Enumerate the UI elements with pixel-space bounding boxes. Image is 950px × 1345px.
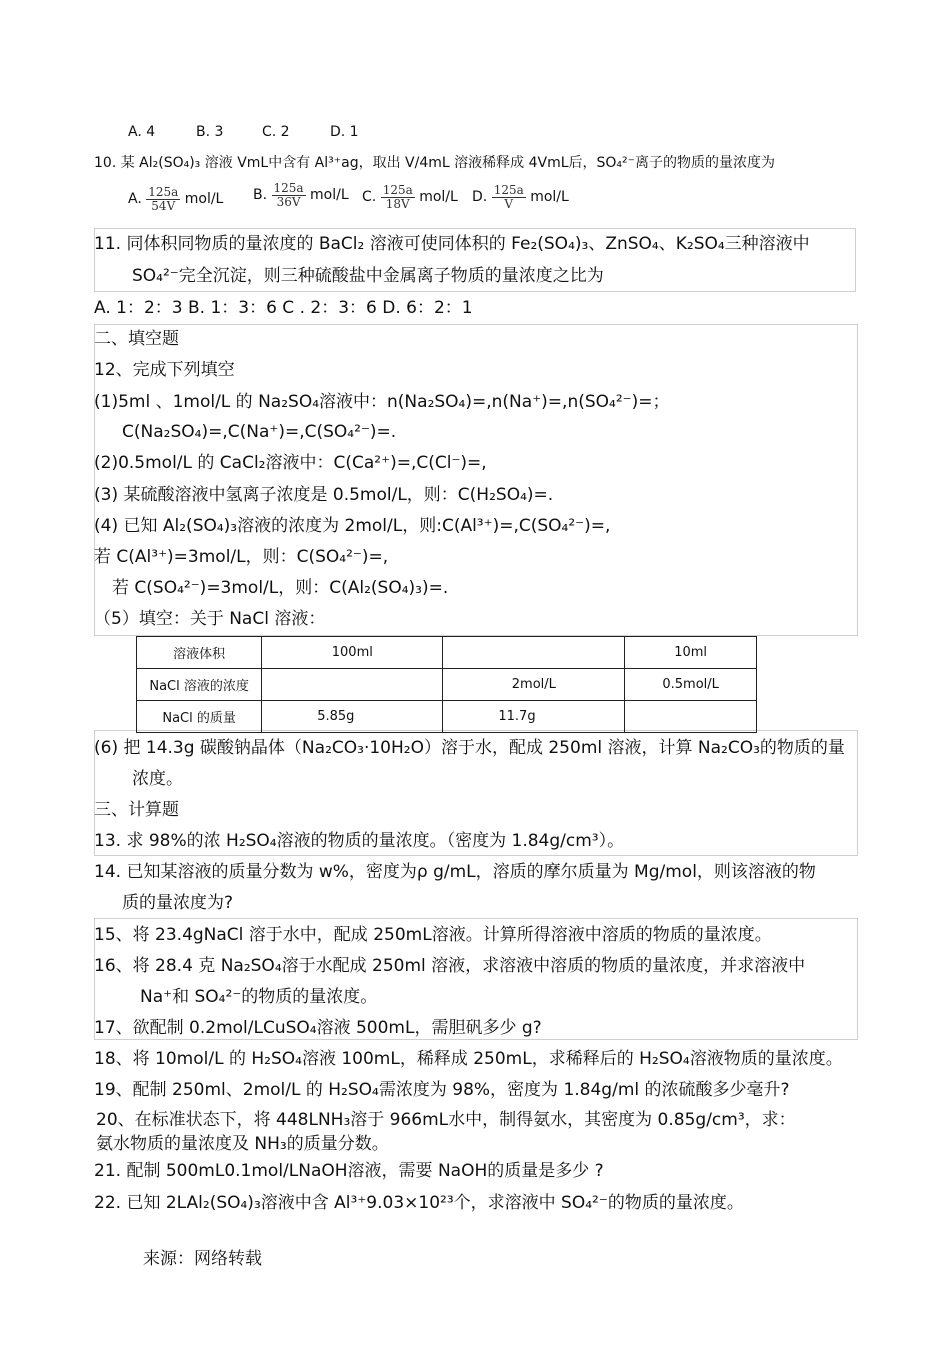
q18: 18、将 10mol/L 的 H₂SO₄溶液 100mL，稀释成 250mL，求稀释后的 H₂SO₄溶液物质的量浓度。 <box>94 1049 843 1069</box>
table-cell: 0.5mol/L <box>625 669 757 701</box>
q12-title: 12、完成下列填空 <box>94 360 235 380</box>
q12-part3: (3) 某硫酸溶液中氢离子浓度是 0.5mol/L，则：C(H₂SO₄)=. <box>94 485 554 505</box>
q10-option-d: D. $\frac{125a}{V}$ mol/L <box>472 183 569 211</box>
q22: 22. 已知 2LAl₂(SO₄)₃溶液中含 Al³⁺9.03×10²³个，求溶液中 SO₄²⁻的物质的量浓度。 <box>94 1193 744 1213</box>
q12-part4a: (4) 已知 Al₂(SO₄)₃溶液的浓度为 2mol/L，则:C(Al³⁺)=,C(SO₄²⁻)=, <box>94 516 611 536</box>
q12-part5: （5）填空：关于 NaCl 溶液： <box>94 609 326 629</box>
source-footer: 来源：网络转载 <box>143 1249 262 1269</box>
q12-part4b: 若 C(Al³⁺)=3mol/L，则：C(SO₄²⁻)=, <box>94 547 389 567</box>
q9-option-b: B. 3 <box>196 124 224 140</box>
q10-option-c: C. $\frac{125a}{18V}$ mol/L <box>362 183 458 211</box>
q12-part6a: (6) 把 14.3g 碳酸钠晶体（Na₂CO₃·10H₂O）溶于水，配成 250ml 溶液，计算 Na₂CO₃的物质的量 <box>94 738 845 758</box>
table-cell: 5.85g <box>262 701 443 733</box>
q9-option-a: A. 4 <box>128 124 156 140</box>
q20-line2: 氨水物质的量浓度及 NH₃的质量分数。 <box>96 1134 389 1154</box>
table-row <box>137 637 757 669</box>
table-cell: 100ml <box>262 637 443 669</box>
table-cell: NaCl 溶液的浓度 <box>137 669 262 701</box>
table-cell: 11.7g <box>443 701 625 733</box>
q10-text: 10. 某 Al₂(SO₄)₃ 溶液 VmL中含有 Al³⁺ag，取出 V/4mL 溶液稀释成 4VmL后，SO₄²⁻离子的物质的量浓度为 <box>94 155 776 171</box>
q14-line1: 14. 已知某溶液的质量分数为 w%，密度为ρ g/mL，溶质的摩尔质量为 Mg/mol，则该溶液的物 <box>94 862 816 882</box>
q11-line2: SO₄²⁻完全沉淀，则三种硫酸盐中金属离子物质的量浓度之比为 <box>132 266 604 286</box>
section-fill-in: 二、填空题 <box>94 329 179 349</box>
q17: 17、欲配制 0.2mol/LCuSO₄溶液 500mL，需胆矾多少 g? <box>94 1018 542 1038</box>
table-row <box>137 669 757 701</box>
q12-part4c: 若 C(SO₄²⁻)=3mol/L，则：C(Al₂(SO₄)₃)=. <box>112 578 449 598</box>
q12-part1b: C(Na₂SO₄)=,C(Na⁺)=,C(SO₄²⁻)=. <box>122 422 397 442</box>
table-cell: NaCl 的质量 <box>137 701 262 733</box>
q12-part6b: 浓度。 <box>132 769 183 789</box>
q21: 21. 配制 500mL0.1mol/LNaOH溶液，需要 NaOH的质量是多少 ? <box>94 1161 604 1181</box>
q12-part1a: (1)5ml 、1mol/L 的 Na₂SO₄溶液中：n(Na₂SO₄)=,n(Na⁺)=,n(SO₄²⁻)=； <box>94 392 670 412</box>
q11-options: A. 1：2：3 B. 1：3：6 C . 2：3：6 D. 6：2：1 <box>94 298 473 318</box>
q15: 15、将 23.4gNaCl 溶于水中，配成 250mL溶液。计算所得溶液中溶质的物质的量浓度。 <box>94 925 772 945</box>
table-cell: 溶液体积 <box>137 637 262 669</box>
fraction: $\frac{125a}{54V}$ <box>148 185 179 213</box>
q20-line1: 20、在标准状态下，将 448LNH₃溶于 966mL水中，制得氨水，其密度为 0.85g/cm³，求： <box>96 1110 796 1130</box>
section-calculation: 三、计算题 <box>94 800 179 820</box>
q19: 19、配制 250ml、2mol/L 的 H₂SO₄需浓度为 98%，密度为 1.84g/ml 的浓硫酸多少毫升? <box>94 1080 790 1100</box>
q9-option-d: D. 1 <box>330 124 359 140</box>
q16-line2: Na⁺和 SO₄²⁻的物质的量浓度。 <box>140 987 378 1007</box>
table-cell <box>443 637 625 669</box>
q11-line1: 11. 同体积同物质的量浓度的 BaCl₂ 溶液可使同体积的 Fe₂(SO₄)₃、ZnSO₄、K₂SO₄三种溶液中 <box>94 234 810 254</box>
table-cell: 10ml <box>625 637 757 669</box>
nacl-table <box>136 636 757 733</box>
q13: 13. 求 98%的浓 H₂SO₄溶液的物质的量浓度。（密度为 1.84g/cm³）。 <box>94 831 625 851</box>
table-cell: 2mol/L <box>443 669 625 701</box>
q16-line1: 16、将 28.4 克 Na₂SO₄溶于水配成 250ml 溶液，求溶液中溶质的物质的量浓度，并求溶液中 <box>94 956 806 976</box>
fraction: $\frac{125a}{36V}$ <box>273 181 304 209</box>
q14-line2: 质的量浓度为? <box>122 893 234 913</box>
fraction: $\frac{125a}{18V}$ <box>382 183 413 211</box>
q12-part2: (2)0.5mol/L 的 CaCl₂溶液中：C(Ca²⁺)=,C(Cl⁻)=, <box>94 453 487 473</box>
q9-option-c: C. 2 <box>262 124 290 140</box>
table-cell <box>262 669 443 701</box>
table-cell <box>625 701 757 733</box>
q10-option-a: A. $\frac{125a}{54V}$ mol/L <box>128 185 224 213</box>
table-row <box>137 701 757 733</box>
q10-option-b: B. $\frac{125a}{36V}$ mol/L <box>253 181 349 209</box>
fraction: $\frac{125a}{V}$ <box>493 183 524 211</box>
